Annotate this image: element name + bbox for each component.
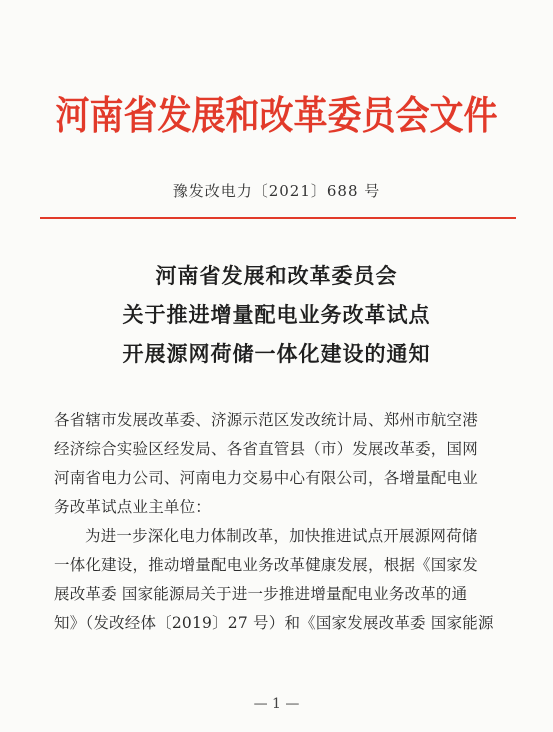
- body-paragraph-line: 知》（发改经体〔2019〕27 号）和《国家发展改革委 国家能源: [54, 614, 494, 632]
- page-number: — 1 —: [253, 696, 300, 712]
- agency-masthead: 河南省发展和改革委员会文件: [55, 93, 498, 140]
- notice-title-line-2: 关于推进增量配电业务改革试点: [122, 302, 431, 327]
- recipient-line: 经济综合实验区经发局、各省直管县（市）发展改革委，国网: [54, 440, 478, 458]
- body-paragraph-line: 一体化建设，推动增量配电业务改革健康发展，根据《国家发: [54, 556, 478, 574]
- recipient-line: 河南省电力公司、河南电力交易中心有限公司，各增量配电业: [54, 469, 478, 487]
- red-divider-line: [40, 217, 516, 219]
- notice-title-line-1: 河南省发展和改革委员会: [155, 263, 398, 288]
- document-number: 豫发改电力〔2021〕688 号: [172, 182, 381, 200]
- notice-title-line-3: 开展源网荷储一体化建设的通知: [122, 341, 431, 366]
- recipient-line: 各省辖市发展改革委、济源示范区发改统计局、郑州市航空港: [54, 411, 478, 429]
- document-body: [54, 406, 504, 638]
- recipient-line: 务改革试点业主单位：: [54, 498, 212, 516]
- body-paragraph-line: 为进一步深化电力体制改革，加快推进试点开展源网荷储: [85, 527, 478, 545]
- body-paragraph-line: 展改革委 国家能源局关于进一步推进增量配电业务改革的通: [54, 585, 468, 603]
